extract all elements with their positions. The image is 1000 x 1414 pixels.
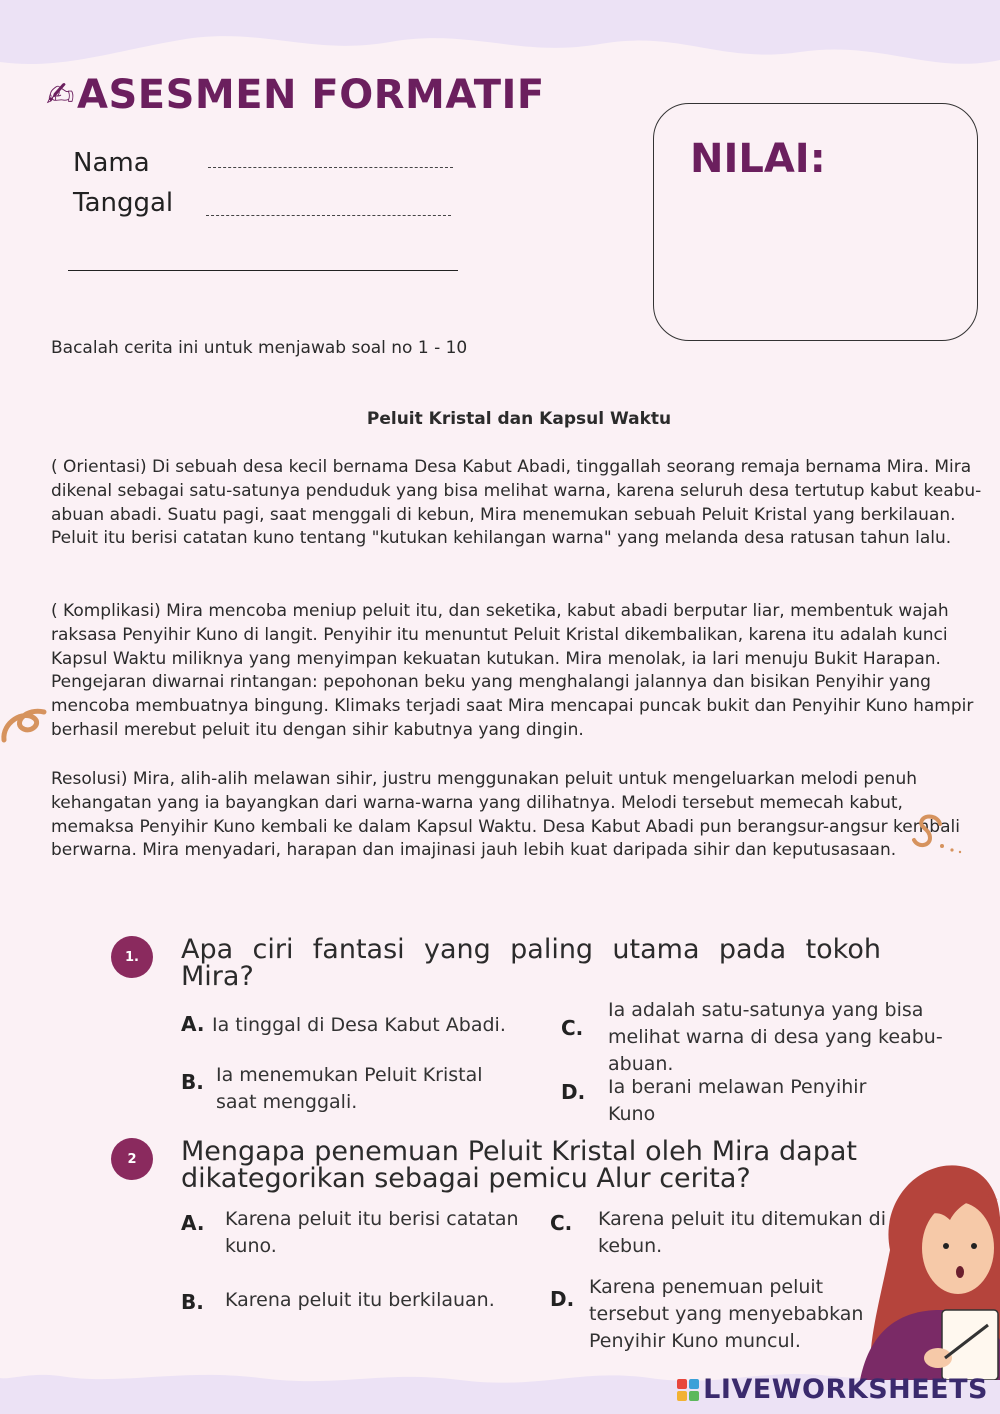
name-input-line[interactable] [208,167,453,168]
story-paragraph-orientation: ( Orientasi) Di sebuah desa kecil bernama Desa Kabut Abadi, tinggallah seorang remaja bernama Mira. Mira dikenal sebagai satu-satunya penduduk yang bisa melihat warna, karena seluruh desa tertutup kabut keabu-abuan abadi. Suatu pagi, saat menggali di kebun, Mira menemukan sebuah Peluit Kristal yang berkilauan. Peluit itu berisi catatan kuno tentang "kutukan kehilangan warna" yang melanda desa ratusan tahun lalu. [51,457,982,549]
option-letter: D. [550,1287,575,1311]
title-text: ASESMEN FORMATIF [77,72,545,118]
question-1-option-d[interactable] [561,1080,585,1104]
squiggle-decoration-right [908,812,964,856]
question-2-option-a-text[interactable]: Karena peluit itu berisi catatan kuno. [225,1208,519,1257]
question-2-option-b[interactable] [181,1290,204,1314]
name-label: Nama [73,148,150,178]
question-1-option-a[interactable] [181,1012,204,1036]
question-1-option-c-text[interactable]: Ia adalah satu-satunya yang bisa melihat warna di desa yang keabu-abuan. [608,999,943,1075]
question-2-number-badge: 2 [111,1138,153,1180]
question-1-option-b[interactable] [181,1070,204,1094]
question-1-option-d-text[interactable]: Ia berani melawan Penyihir Kuno [608,1076,867,1125]
story-paragraph-resolution: Resolusi) Mira, alih-alih melawan sihir, justru menggunakan peluit untuk mengeluarkan melodi penuh kehangatan yang ia bayangkan dari warna-warna yang dilihatnya. Melodi tersebut memecah kabut, memaksa Penyihir Kuno kembali ke dalam Kapsul Waktu. Desa Kabut Abadi pun berangsur-angsur kembali berwarna. Mira menyadari, harapan dan imajinasi jauh lebih kuat daripada sihir dan keputusasaan. [51,769,960,861]
question-2-option-d-text[interactable]: Karena penemuan peluit tersebut yang menyebabkan Penyihir Kuno muncul. [589,1276,864,1352]
question-2-option-c[interactable] [550,1211,572,1235]
option-letter: B. [181,1070,204,1094]
reading-instruction: Bacalah cerita ini untuk menjawab soal no 1 - 10 [51,338,468,358]
question-1-option-c[interactable] [561,1016,583,1040]
top-wave-decoration [0,0,1000,80]
option-letter: A. [181,1211,205,1235]
question-1-option-b-text[interactable]: Ia menemukan Peluit Kristal saat menggali. [216,1064,483,1113]
question-1-option-a-text[interactable]: Ia tinggal di Desa Kabut Abadi. [212,1014,506,1036]
liveworksheets-brand [677,1374,988,1405]
class-input-line[interactable] [68,270,458,271]
date-input-line[interactable] [206,215,451,216]
score-label: NILAI: [690,136,826,182]
squiggle-decoration-left [0,700,48,750]
story-paragraph-complication: ( Komplikasi) Mira mencoba meniup peluit itu, dan seketika, kabut abadi berputar liar, membentuk wajah raksasa Penyihir Kuno di langit. Penyihir itu menuntut Peluit Kristal dikembalikan, karena itu adalah kunci Kapsul Waktu miliknya yang menyimpan kekuatan kutukan. Mira menolak, ia lari menuju Bukit Harapan. Pengejaran diwarnai rintangan: pepohonan beku yang menghalangi jalannya dan bisikan Penyihir yang mencoba membuatnya bingung. Klimaks terjadi saat Mira mencapai puncak bukit dan Penyihir Kuno hampir berhasil merebut peluit itu dengan sihir kabutnya yang dingin. [51,601,974,740]
option-letter: D. [561,1080,586,1104]
question-2-option-b-text[interactable]: Karena peluit itu berkilauan. [225,1289,495,1311]
question-2-option-c-text[interactable]: Karena peluit itu ditemukan di kebun. [598,1208,886,1257]
worksheet-title [46,72,545,118]
option-letter: C. [550,1211,573,1235]
question-1-text: Apa ciri fantasi yang paling utama pada tokoh Mira? [181,934,881,992]
writing-hand-icon: ✍ [46,75,75,115]
liveworksheets-logo-icon [677,1379,699,1401]
option-letter: B. [181,1290,204,1314]
option-letter: A. [181,1012,205,1036]
story-title: Peluit Kristal dan Kapsul Waktu [366,409,672,429]
question-1-number-badge: 1. [111,936,153,978]
question-2-text: Mengapa penemuan Peluit Kristal oleh Mira dapat dikategorikan sebagai pemicu Alur cerita? [181,1136,857,1194]
brand-text: LIVEWORKSHEETS [703,1374,988,1405]
date-label: Tanggal [73,188,174,218]
girl-illustration [850,1160,1000,1380]
option-letter: C. [561,1016,584,1040]
question-2-option-a[interactable] [181,1211,204,1235]
question-2-option-d[interactable] [550,1287,574,1311]
